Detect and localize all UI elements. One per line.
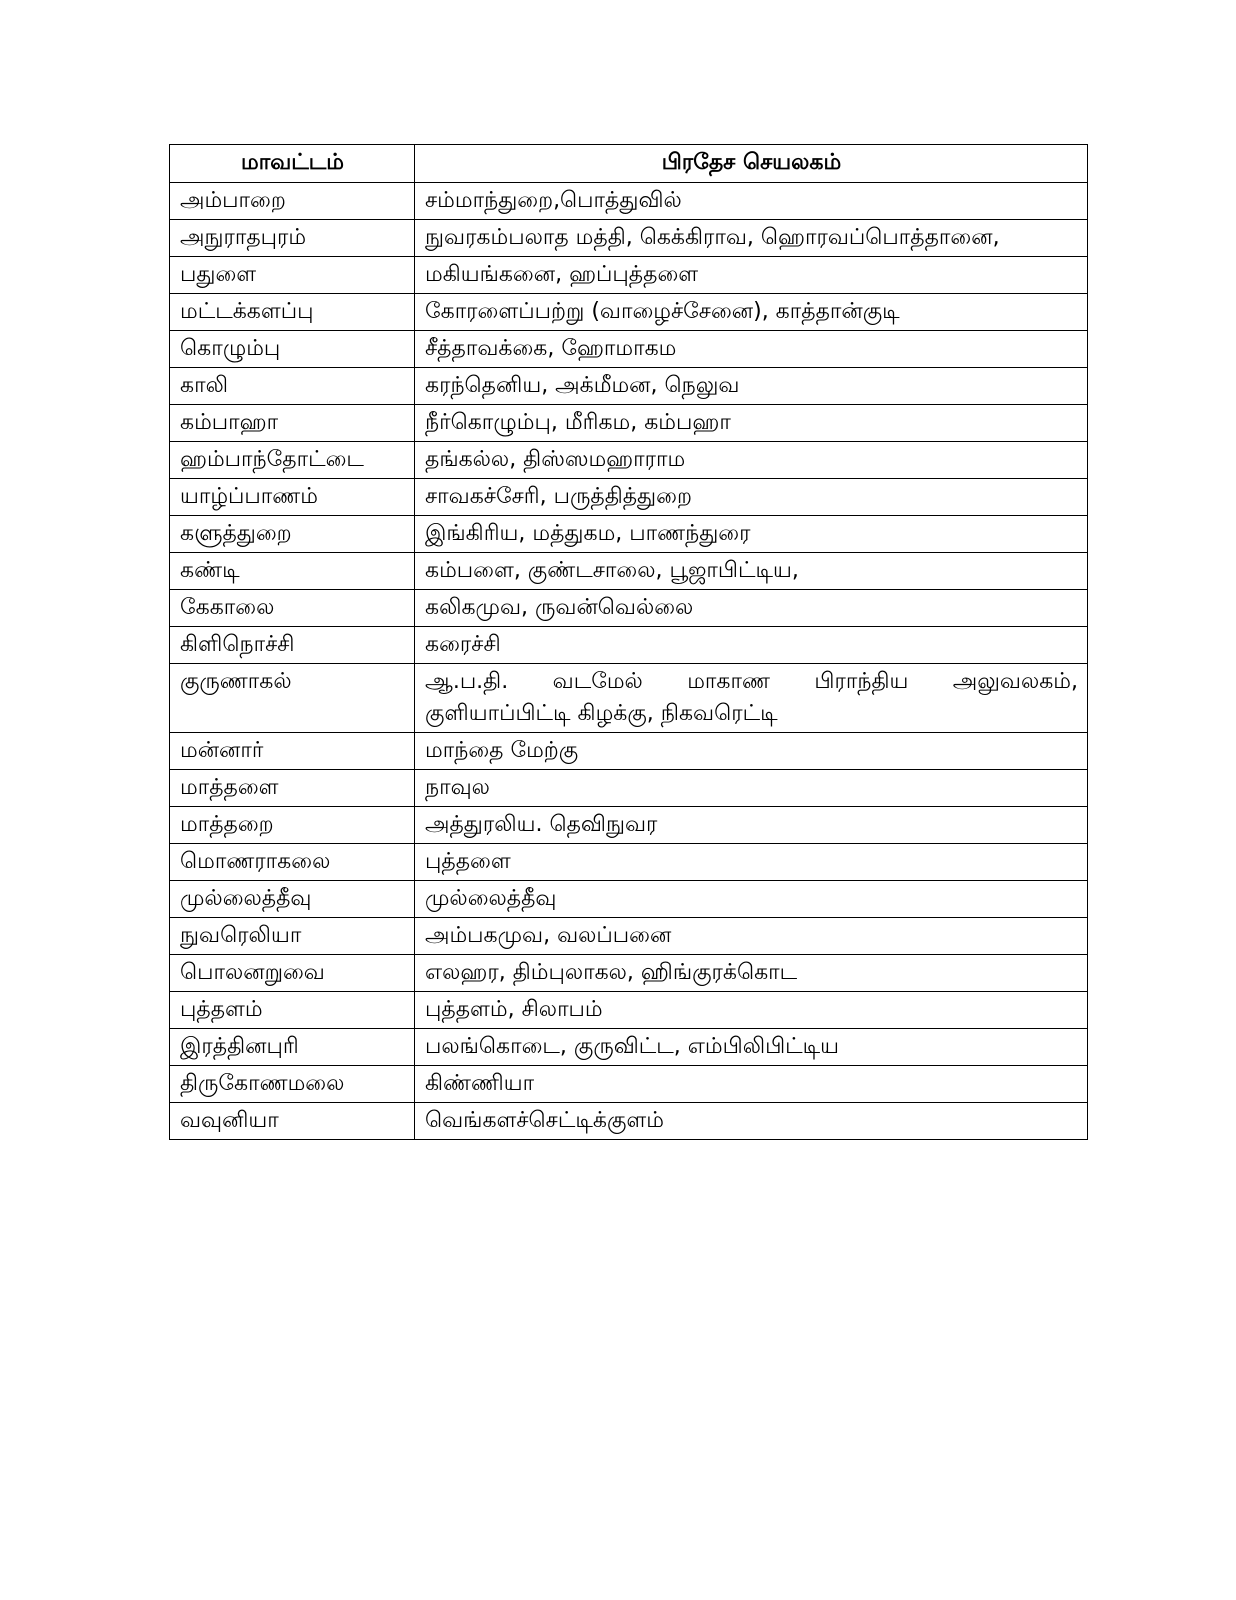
secretariat-cell: சம்மாந்துறை,பொத்துவில் <box>415 183 1088 220</box>
district-cell: திருகோணமலை <box>170 1066 415 1103</box>
secretariat-cell: எலஹர, திம்புலாகல, ஹிங்குரக்கொட <box>415 955 1088 992</box>
secretariat-cell: முல்லைத்தீவு <box>415 881 1088 918</box>
table-row <box>170 664 1088 733</box>
district-secretariat-table <box>169 144 1088 1140</box>
table-row <box>170 992 1088 1029</box>
secretariat-cell: கம்பளை, குண்டசாலை, பூஜாபிட்டிய, <box>415 553 1088 590</box>
table-row <box>170 881 1088 918</box>
table-row <box>170 442 1088 479</box>
secretariat-cell: பலங்கொடை, குருவிட்ட, எம்பிலிபிட்டிய <box>415 1029 1088 1066</box>
secretariat-cell: கிண்ணியா <box>415 1066 1088 1103</box>
district-cell: மட்டக்களப்பு <box>170 294 415 331</box>
district-column-header: மாவட்டம் <box>170 145 415 183</box>
secretariat-cell: நுவரகம்பலாத மத்தி, கெக்கிராவ, ஹொரவப்பொத்தானை, <box>415 220 1088 257</box>
district-cell: மன்னார் <box>170 733 415 770</box>
district-cell: குருணாகல் <box>170 664 415 733</box>
secretariat-cell: சீத்தாவக்கை, ஹோமாகம <box>415 331 1088 368</box>
table-row <box>170 516 1088 553</box>
secretariat-cell: அத்துரலிய. தெவிநுவர <box>415 807 1088 844</box>
table-row <box>170 627 1088 664</box>
district-cell: பதுளை <box>170 257 415 294</box>
district-cell: கேகாலை <box>170 590 415 627</box>
table-row <box>170 405 1088 442</box>
table-row <box>170 257 1088 294</box>
district-cell: அம்பாறை <box>170 183 415 220</box>
district-cell: மொணராகலை <box>170 844 415 881</box>
district-cell: யாழ்ப்பாணம் <box>170 479 415 516</box>
secretariat-cell: நாவுல <box>415 770 1088 807</box>
district-cell: புத்தளம் <box>170 992 415 1029</box>
district-cell: காலி <box>170 368 415 405</box>
table-row <box>170 955 1088 992</box>
secretariat-cell: சாவகச்சேரி, பருத்தித்துறை <box>415 479 1088 516</box>
table-row <box>170 183 1088 220</box>
secretariat-cell: தங்கல்ல, திஸ்ஸமஹாராம <box>415 442 1088 479</box>
secretariat-cell: புத்தளம், சிலாபம் <box>415 992 1088 1029</box>
table-row <box>170 1029 1088 1066</box>
table-row <box>170 807 1088 844</box>
district-cell: மாத்தளை <box>170 770 415 807</box>
secretariat-cell: வெங்களச்செட்டிக்குளம் <box>415 1103 1088 1140</box>
district-cell: அநுராதபுரம் <box>170 220 415 257</box>
table-row <box>170 590 1088 627</box>
table-row <box>170 1066 1088 1103</box>
district-cell: பொலனறுவை <box>170 955 415 992</box>
district-cell: கிளிநொச்சி <box>170 627 415 664</box>
secretariat-cell: அம்பகமுவ, வலப்பனை <box>415 918 1088 955</box>
district-cell: களுத்துறை <box>170 516 415 553</box>
table-row <box>170 220 1088 257</box>
table-row <box>170 294 1088 331</box>
district-cell: மாத்தறை <box>170 807 415 844</box>
table-row <box>170 479 1088 516</box>
secretariat-cell: ஆ.ப.தி. வடமேல் மாகாண பிராந்திய அலுவலகம், குளியாப்பிட்டி கிழக்கு, நிகவரெட்டி <box>415 664 1088 733</box>
secretariat-cell: இங்கிரிய, மத்துகம, பாணந்துரை <box>415 516 1088 553</box>
district-cell: இரத்தினபுரி <box>170 1029 415 1066</box>
table-header-row <box>170 145 1088 183</box>
district-cell: கண்டி <box>170 553 415 590</box>
district-cell: கம்பாஹா <box>170 405 415 442</box>
table-body <box>170 183 1088 1140</box>
district-cell: வவுனியா <box>170 1103 415 1140</box>
secretariat-cell: கரந்தெனிய, அக்மீமன, நெலுவ <box>415 368 1088 405</box>
secretariat-cell: நீர்கொழும்பு, மீரிகம, கம்பஹா <box>415 405 1088 442</box>
district-cell: ஹம்பாந்தோட்டை <box>170 442 415 479</box>
secretariat-cell: மகியங்கனை, ஹப்புத்தளை <box>415 257 1088 294</box>
table-row <box>170 770 1088 807</box>
table-row <box>170 553 1088 590</box>
district-cell: நுவரெலியா <box>170 918 415 955</box>
table-row <box>170 1103 1088 1140</box>
secretariat-cell: மாந்தை மேற்கு <box>415 733 1088 770</box>
table-row <box>170 733 1088 770</box>
table-row <box>170 331 1088 368</box>
secretariat-cell: புத்தளை <box>415 844 1088 881</box>
table-row <box>170 844 1088 881</box>
secretariat-cell: கரைச்சி <box>415 627 1088 664</box>
secretariat-column-header: பிரதேச செயலகம் <box>415 145 1088 183</box>
secretariat-cell: கோரளைப்பற்று (வாழைச்சேனை), காத்தான்குடி <box>415 294 1088 331</box>
table-row <box>170 918 1088 955</box>
district-cell: முல்லைத்தீவு <box>170 881 415 918</box>
district-cell: கொழும்பு <box>170 331 415 368</box>
table-row <box>170 368 1088 405</box>
secretariat-cell: கலிகமுவ, ருவன்வெல்லை <box>415 590 1088 627</box>
